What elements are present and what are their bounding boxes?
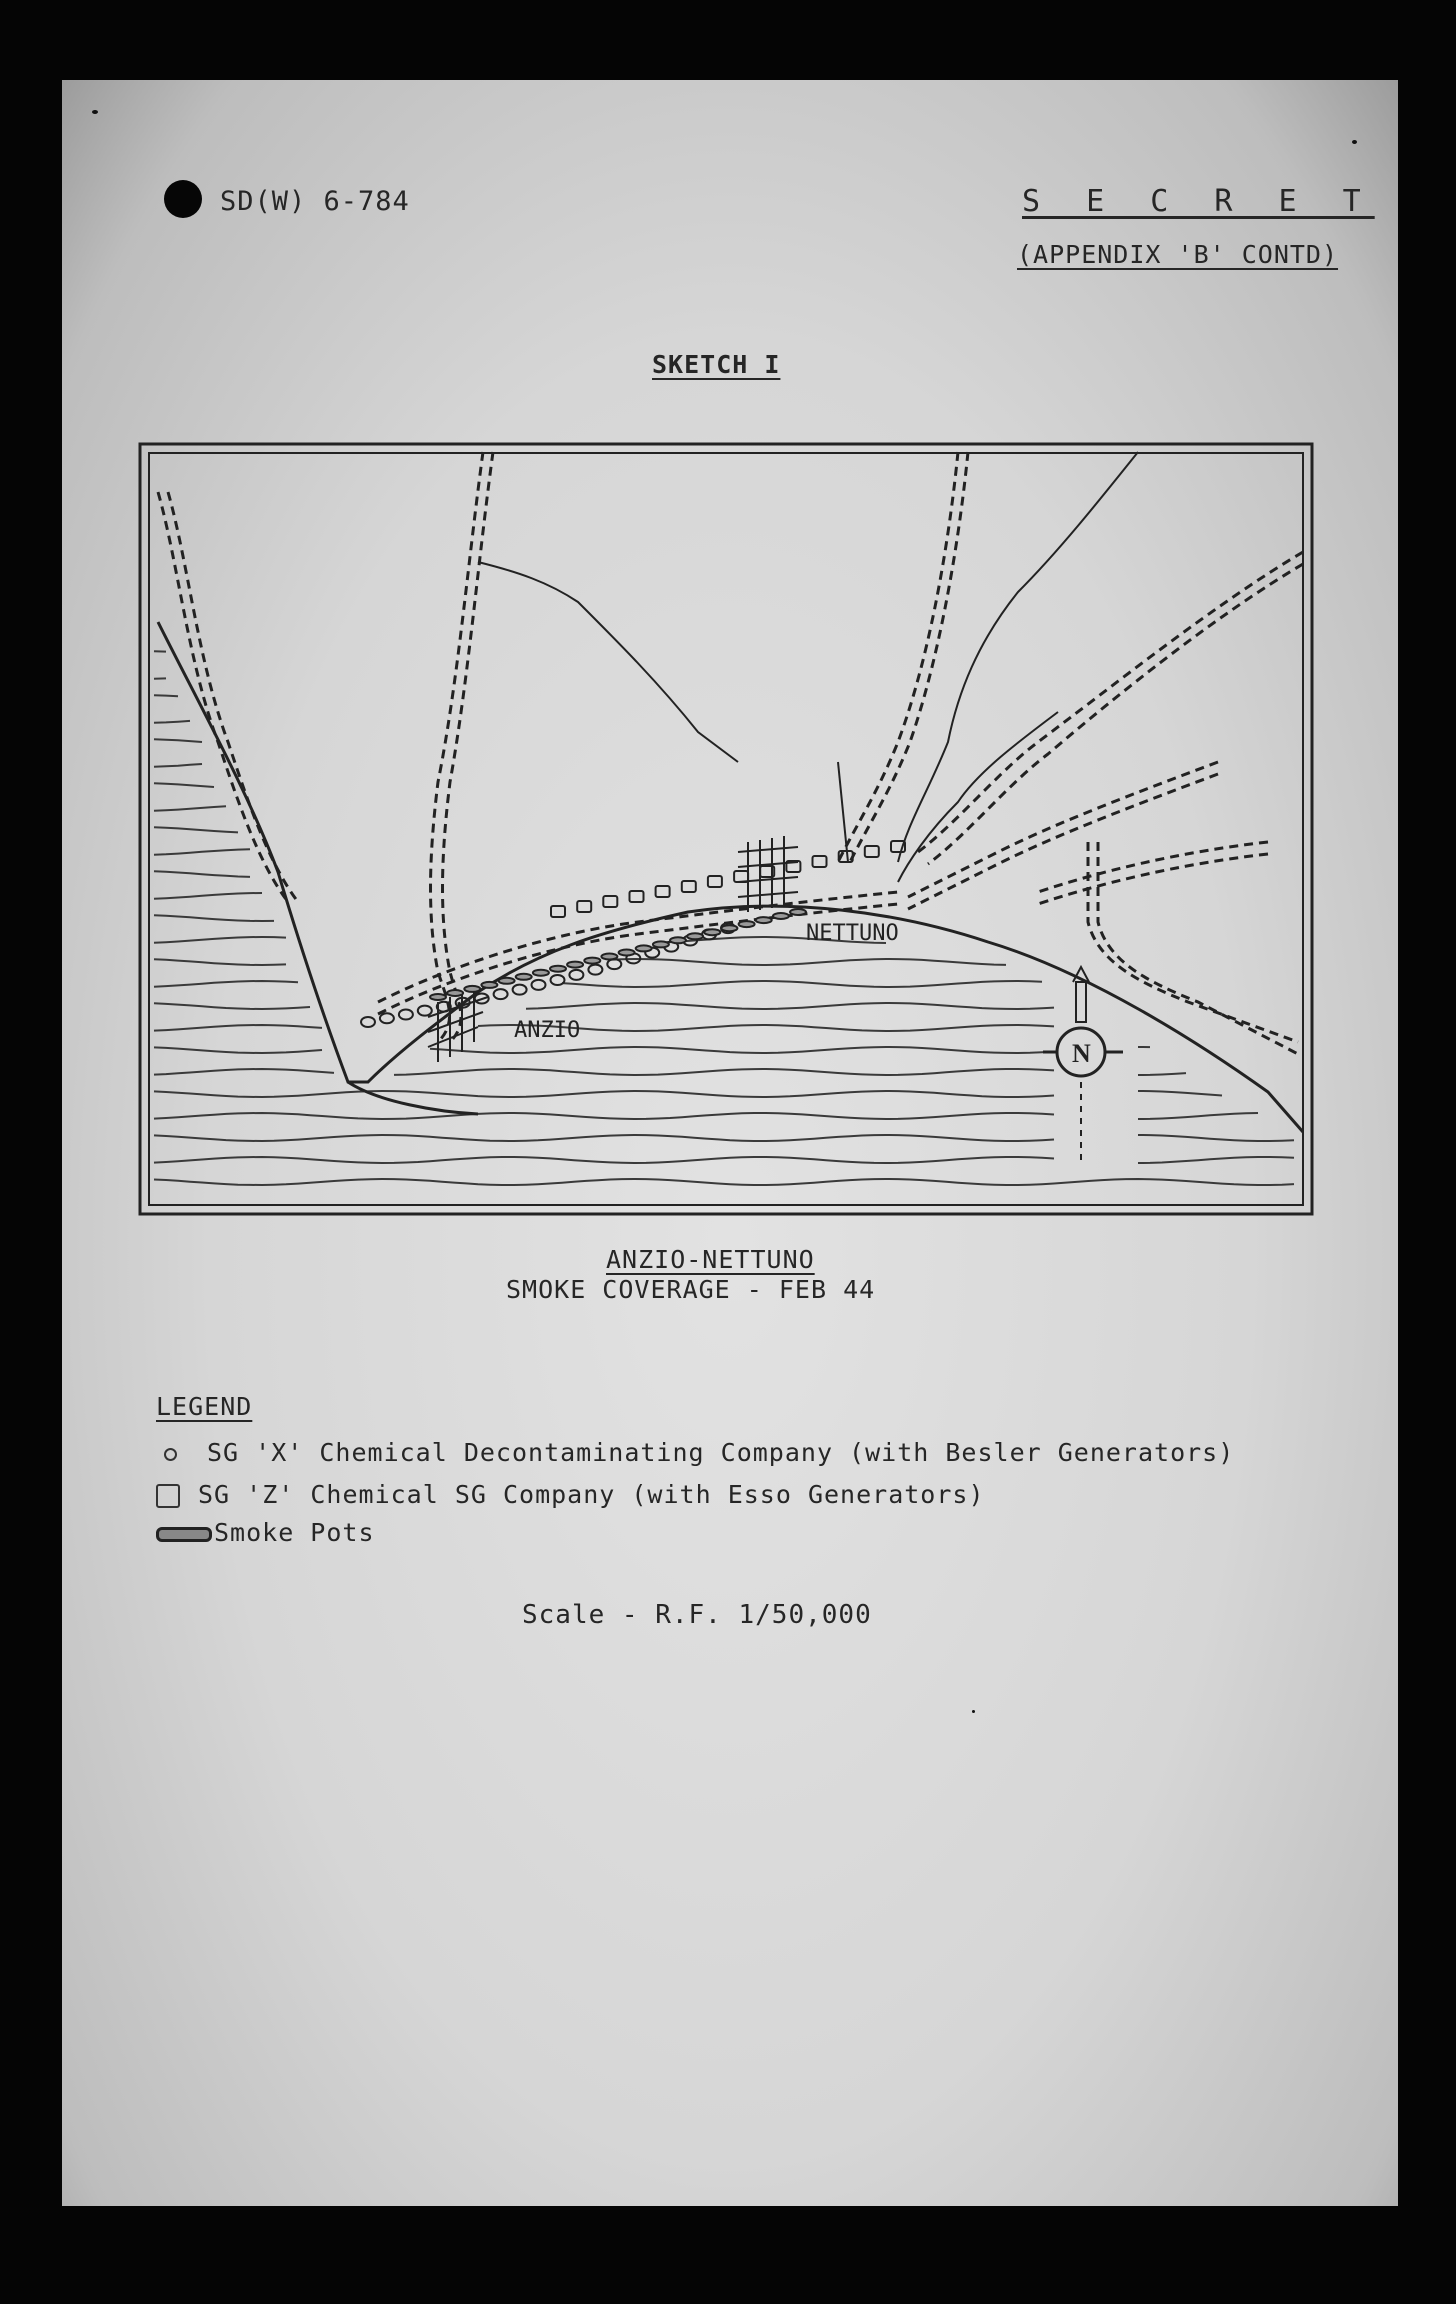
smoke-pot-mark xyxy=(533,970,549,976)
sea-wave-line xyxy=(154,1179,1294,1185)
stream-center xyxy=(838,762,848,862)
sea-wave-line xyxy=(154,695,178,696)
legend-item-text: SG 'X' Chemical Decontaminating Company (with Besler Generators) xyxy=(207,1438,1235,1467)
sea-wave-line xyxy=(154,1157,1294,1163)
smoke-pot-mark xyxy=(756,917,772,923)
legend-item-text: Smoke Pots xyxy=(214,1518,375,1547)
map-label-anzio: ANZIO xyxy=(514,1018,581,1043)
sea-wave-line xyxy=(154,1025,1054,1031)
map-outer-border xyxy=(140,444,1312,1214)
smoke-pot-mark xyxy=(481,982,497,988)
sea-wave-line xyxy=(154,915,274,921)
map-caption-title: ANZIO-NETTUNO xyxy=(606,1245,815,1274)
smoke-pot-mark xyxy=(550,966,566,972)
smoke-pot-mark xyxy=(687,933,703,939)
smoke-pot-mark xyxy=(636,945,652,951)
generator-square-mark xyxy=(813,856,827,867)
smoke-pot-mark xyxy=(499,978,515,984)
map-scale: Scale - R.F. 1/50,000 xyxy=(522,1600,872,1630)
sea-wave-line xyxy=(154,1069,1186,1075)
legend-item-text: SG 'Z' Chemical SG Company (with Esso Generators) xyxy=(198,1480,985,1509)
smoke-pot-mark xyxy=(516,974,532,980)
sea-wave-line xyxy=(154,1091,1222,1097)
paper-speck xyxy=(92,110,98,114)
sea-wave-line xyxy=(154,721,190,723)
generator-circle-mark xyxy=(607,959,621,969)
sea-wave-line xyxy=(154,1047,1150,1053)
sea-wave-line xyxy=(154,937,886,943)
sketch-title: SKETCH I xyxy=(652,350,781,379)
generator-square-mark xyxy=(577,901,591,912)
generator-square-mark xyxy=(865,846,879,857)
legend-title: LEGEND xyxy=(156,1392,253,1421)
generator-circle-mark xyxy=(418,1006,432,1016)
sea-wave-line xyxy=(154,827,238,832)
map-label-north: N xyxy=(1072,1039,1091,1068)
sea-wave-line xyxy=(154,1113,1258,1119)
generator-circle-mark xyxy=(380,1013,394,1023)
stream-northeast xyxy=(898,452,1138,862)
legend-item-esso xyxy=(156,1480,985,1509)
smoke-pot-mark xyxy=(739,921,755,927)
sea-wave-line xyxy=(154,783,214,787)
sea-wave-line xyxy=(154,1003,1054,1009)
esso-generators xyxy=(551,841,905,917)
generator-circle-mark xyxy=(513,985,527,995)
generator-square-mark xyxy=(708,876,722,887)
document-reference: SD(W) 6-784 xyxy=(220,186,410,217)
sea-wave-line xyxy=(154,849,250,855)
punch-hole xyxy=(164,180,202,218)
smoke-pot-mark xyxy=(584,958,600,964)
smoke-pot-mark xyxy=(653,941,669,947)
appendix-label: (APPENDIX 'B' CONTD) xyxy=(1017,240,1339,269)
smoke-pot-mark xyxy=(790,909,806,915)
smoke-pot-mark xyxy=(567,962,583,968)
classification-marking: S E C R E T xyxy=(1022,184,1375,219)
map-label-nettuno: NETTUNO xyxy=(806,921,899,946)
generator-square-mark xyxy=(551,906,565,917)
generator-circle-mark xyxy=(588,965,602,975)
legend-item-smoke-pots xyxy=(156,1518,375,1547)
generator-circle-mark xyxy=(569,970,583,980)
grid-town-nettuno xyxy=(738,836,798,912)
square-icon xyxy=(156,1484,180,1508)
generator-square-mark xyxy=(656,886,670,897)
smoke-pot-mark xyxy=(601,954,617,960)
map-inner-border xyxy=(149,453,1303,1205)
sea-wave-line xyxy=(154,893,262,899)
circle-icon xyxy=(164,1448,177,1461)
smoke-pot-mark xyxy=(447,990,463,996)
sea-wave-line xyxy=(154,739,202,742)
smoke-pot-mark xyxy=(619,950,635,956)
generator-circle-mark xyxy=(399,1010,413,1020)
sea-wave-line xyxy=(154,1135,1294,1141)
smoke-pot-mark xyxy=(704,929,720,935)
generator-circle-mark xyxy=(361,1017,375,1027)
smoke-pot-mark xyxy=(430,994,446,1000)
sea-wave-line xyxy=(154,981,1042,987)
generator-square-mark xyxy=(682,881,696,892)
generator-circle-mark xyxy=(532,980,546,990)
sea-wave-line xyxy=(154,764,202,767)
anzio-mole xyxy=(348,1082,478,1114)
smoke-pot-mark xyxy=(773,913,789,919)
generator-square-mark xyxy=(603,896,617,907)
paper-speck xyxy=(1352,140,1357,144)
sea-wave-line xyxy=(154,806,226,811)
smoke-pot-mark xyxy=(721,925,737,931)
generator-square-mark xyxy=(630,891,644,902)
anzio-nettuno-map xyxy=(138,442,1314,1216)
smoke-pot-icon xyxy=(156,1527,212,1542)
generator-circle-mark xyxy=(494,989,508,999)
stream-north xyxy=(478,562,738,762)
smoke-pot-mark xyxy=(670,937,686,943)
smoke-pot-mark xyxy=(464,986,480,992)
sea-wave-line xyxy=(154,871,250,877)
map-caption-subtitle: SMOKE COVERAGE - FEB 44 xyxy=(506,1275,876,1304)
paper-speck xyxy=(972,1710,975,1713)
document-page xyxy=(62,80,1398,2206)
legend-item-besler xyxy=(156,1438,1234,1467)
generator-circle-mark xyxy=(551,975,565,985)
